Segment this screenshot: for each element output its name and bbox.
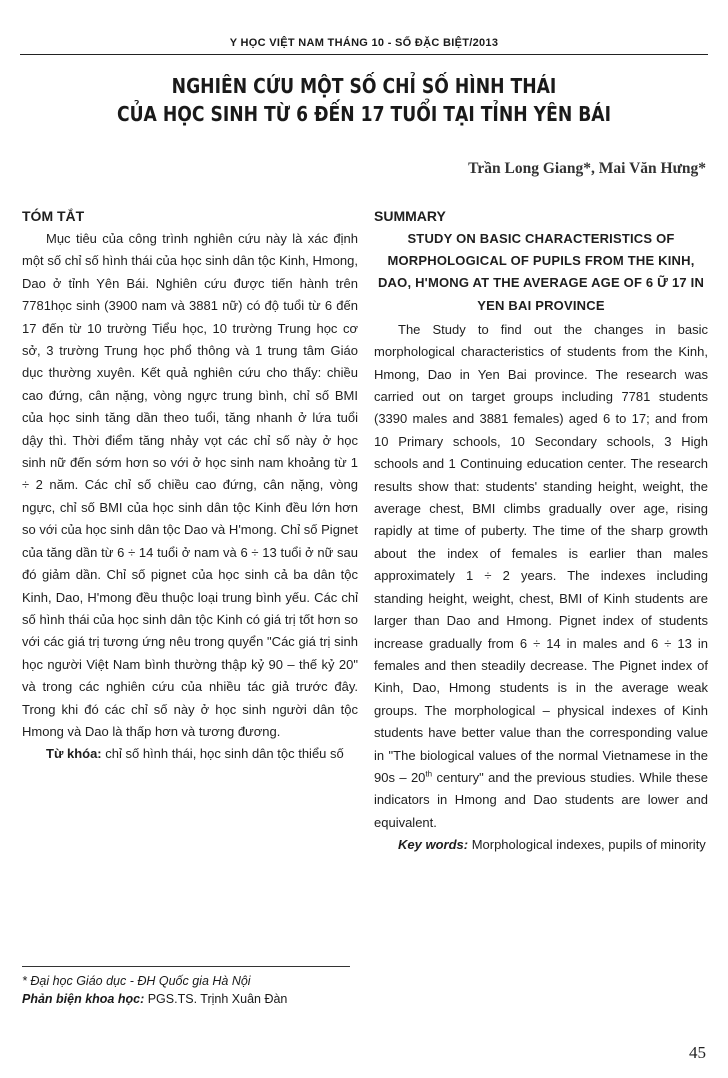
summary-subtitle: STUDY ON BASIC CHARACTERISTICS OF MORPHOLOGICAL OF PUPILS FROM THE KINH, DAO, H'MONG AT THE AVERAGE AGE OF 6 Ữ 17 IN YEN BAI PROVINCE bbox=[377, 231, 705, 313]
footnote-divider bbox=[22, 966, 350, 967]
abstract-english bbox=[374, 205, 708, 857]
footnote-affiliation: * Đại học Giáo dục - ĐH Quốc gia Hà Nội bbox=[22, 974, 251, 988]
abstract-heading: TÓM TẮT bbox=[22, 208, 85, 224]
footnote-reviewer bbox=[22, 990, 362, 1008]
keywords-vn bbox=[22, 743, 358, 765]
summary-body bbox=[374, 319, 708, 834]
summary-body-part2: century" and the previous studies. While these indicators in Hmong and Dao students are lower and equivalent. bbox=[374, 769, 709, 830]
summary-body-part1: The Study to find out the changes in basic morphological characteristics of students from the Kinh, Hmong, Dao in Yen Bai province. The research was carried out on target groups including 7781 students (3390 males and 3881 females) aged 6 to 17; and from 10 Primary schools, 10 Secondary schools, 3 High schools and 1 Continuing education center. The research results show that: students' standing height, weight, the average chest, BMI climbs gradually over age, rising rapidly at time of puberty. The time of the sharp growth about the index of females is earlier than males approximately 1 ÷ 2 years. The indexes including standing height, weight, chest, BMI of Kinh students are larger than Dao and Hmong. Pignet index of students increase gradually from 6 ÷ 14 in males and 6 ÷ 13 in females and then steadily decrease. The Pignet index of Kinh, Dao, Hmong students is in the average weak groups. The morphological – physical indexes of Kinh students have better value than the corresponding value in "The biological values of the normal Vietnamese in the 90s – 20 bbox=[374, 321, 708, 785]
authors: Trần Long Giang*, Mai Văn Hưng* bbox=[468, 160, 706, 177]
summary-heading: SUMMARY bbox=[374, 208, 446, 224]
page-number: 45 bbox=[689, 1043, 706, 1062]
keywords-en-label: Key words: bbox=[398, 837, 469, 853]
keywords-label: Từ khóa: bbox=[46, 746, 102, 762]
reviewer-label: Phản biện khoa học: bbox=[22, 992, 145, 1006]
superscript-th: th bbox=[425, 769, 433, 779]
header-divider bbox=[20, 54, 708, 55]
footnote bbox=[22, 972, 362, 1008]
keywords-en bbox=[374, 834, 708, 856]
abstract-vietnamese bbox=[22, 205, 358, 766]
abstract-body: Mục tiêu của công trình nghiên cứu này là xác định một số chỉ số hình thái của học sinh dân tộc Kinh, Hmong, Dao ở tỉnh Yên Bái. Nghiên cứu được tiến hành trên 7781học sinh (3900 nam và 3881 nữ) có độ tuổi từ 6 đến 17 đến từ 10 trường Tiểu học, 10 trường Trung học cơ sở, 3 trường Trung học phổ thông và 1 trung tâm Giáo dục thường xuyên. Kết quả nghiên cứu cho thấy: chiều cao đứng, cân nặng, vòng ngực trung bình, chỉ số BMI của học sinh tăng dần theo tuổi, tăng nhanh ở lứa tuổi dậy thì. Thời điểm tăng nhảy vọt các chỉ số này ở học sinh nữ đến sớm hơn so với ở học sinh nam khoảng từ 1 ÷ 2 năm. Các chỉ số chiều cao đứng, cân nặng, vòng ngực, chỉ số BMI của học sinh dân tộc Kinh đều lớn hơn so với của học sinh dân tộc Dao và H'mong. Chỉ số Pignet của tăng dần từ 6 ÷ 14 tuổi ở nam và 6 ÷ 13 tuổi ở nữ sau đó giảm dần. Chỉ số pignet của học sinh cả ba dân tộc Kinh, Dao, H'mong đều thuộc loại trung bình yếu. Các chỉ số hình thái của học sinh dân tộc Kinh có giá trị tốt hơn so với các giá trị tương ứng nêu trong quyển "Các giá trị sinh học người Việt Nam bình thường thập kỷ 90 – thế kỷ 20" và trong các nghiên cứu của nhiều tác giả trước đây. Trong khi đó các chỉ số này ở học sinh người dân tộc Hmong và Dao là thấp hơn và tương đương. bbox=[22, 231, 358, 739]
paper-title bbox=[85, 72, 642, 128]
title-line-1: NGHIÊN CỨU MỘT SỐ CHỈ SỐ HÌNH THÁI bbox=[171, 74, 557, 98]
keywords-en-text: Morphological indexes, pupils of minority bbox=[468, 837, 706, 853]
title-line-2: CỦA HỌC SINH TỪ 6 ĐẾN 17 TUỔI TẠI TỈNH YÊN BÁI bbox=[116, 102, 612, 126]
reviewer-name: PGS.TS. Trịnh Xuân Đàn bbox=[144, 992, 288, 1006]
journal-header: Y HỌC VIỆT NAM THÁNG 10 - SỐ ĐẶC BIỆT/2013 bbox=[229, 37, 499, 49]
keywords-text: chỉ số hình thái, học sinh dân tộc thiểu số bbox=[101, 746, 344, 762]
